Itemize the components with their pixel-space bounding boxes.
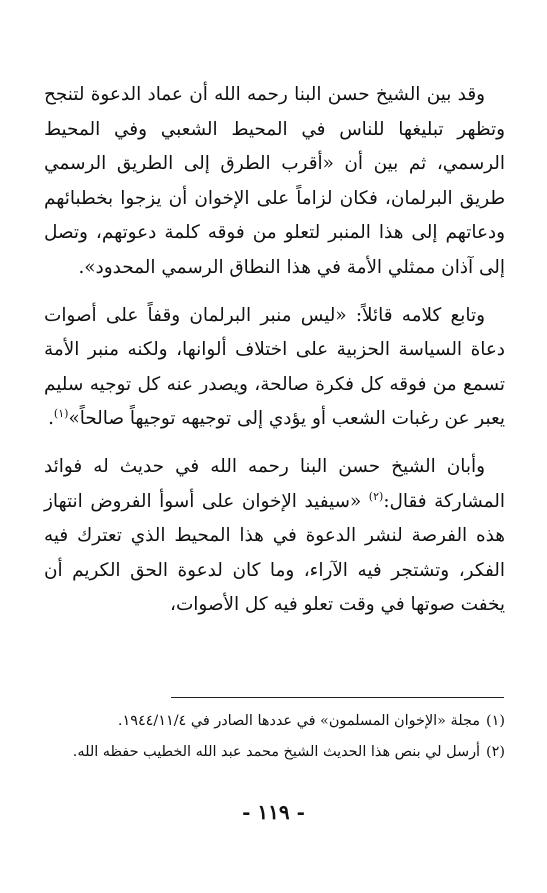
footnote-divider (171, 697, 504, 698)
paragraph-2-text: وتابع كلامه قائلاً: «ليس منبر البرلمان وقفاً على أصوات دعاة السياسة الحزبية على اختلاف ألوانها، ولكنه منبر الأمة تسمع من فوقه كل فكرة صالحة، ويصدر عنه كل توجيه سليم يعبر عن رغبات الشعب أو يؤدي إلى توجيهه توجيهاً صالحاً» (44, 304, 505, 430)
paragraph-3-tail: «سيفيد الإخوان على أسوأ الفروض انتهاز هذه الفرصة لنشر الدعوة في هذا المحيط الذي تعترك فيه الفكر، وتشتجر فيه الآراء، وما كان لدعوة الحق الكريم أن يخفت صوتها في وقت تعلو فيه كل الأصوات، (44, 490, 505, 616)
main-text (44, 78, 505, 623)
footnotes (44, 709, 505, 771)
footnote-2-text: أرسل لي بنص هذا الحديث الشيخ محمد عبد الله الخطيب حفظه الله. (72, 744, 481, 760)
footnote-1-text: مجلة «الإخوان المسلمون» في عددها الصادر في ١٩٤٤/١١/٤. (117, 713, 481, 729)
footnote-1-number: (١) (486, 713, 505, 729)
page-number: - ١١٩ - (242, 800, 305, 824)
paragraph-2 (44, 299, 505, 437)
paragraph-3 (44, 450, 505, 623)
paragraph-1-text: وقد بين الشيخ حسن البنا رحمه الله أن عماد الدعوة لتنجح وتظهر تبليغها للناس في المحيط الشعبي وفي المحيط الرسمي، ثم بين أن «أقرب الطرق إلى الطريق الرسمي طريق البرلمان، فكان لزاماً على الإخوان أن يزجوا بخطبائهم ودعاتهم إلى هذا المنبر لتعلو من فوقه كلمة دعوتهم، وتصل إلى آذان ممثلي الأمة في هذا النطاق الرسمي المحدود». (44, 84, 505, 278)
footnote-2-number: (٢) (486, 744, 505, 760)
footnote-1 (44, 709, 505, 734)
paragraph-3-text: وأبان الشيخ حسن البنا رحمه الله في حديث له فوائد المشاركة فقال: (44, 455, 505, 512)
paragraph-2-tail: . (48, 408, 54, 430)
footnote-ref-1: (١) (53, 407, 69, 421)
footnote-ref-2: (٢) (368, 489, 384, 503)
footnote-2 (44, 740, 505, 765)
paragraph-1 (44, 78, 505, 286)
